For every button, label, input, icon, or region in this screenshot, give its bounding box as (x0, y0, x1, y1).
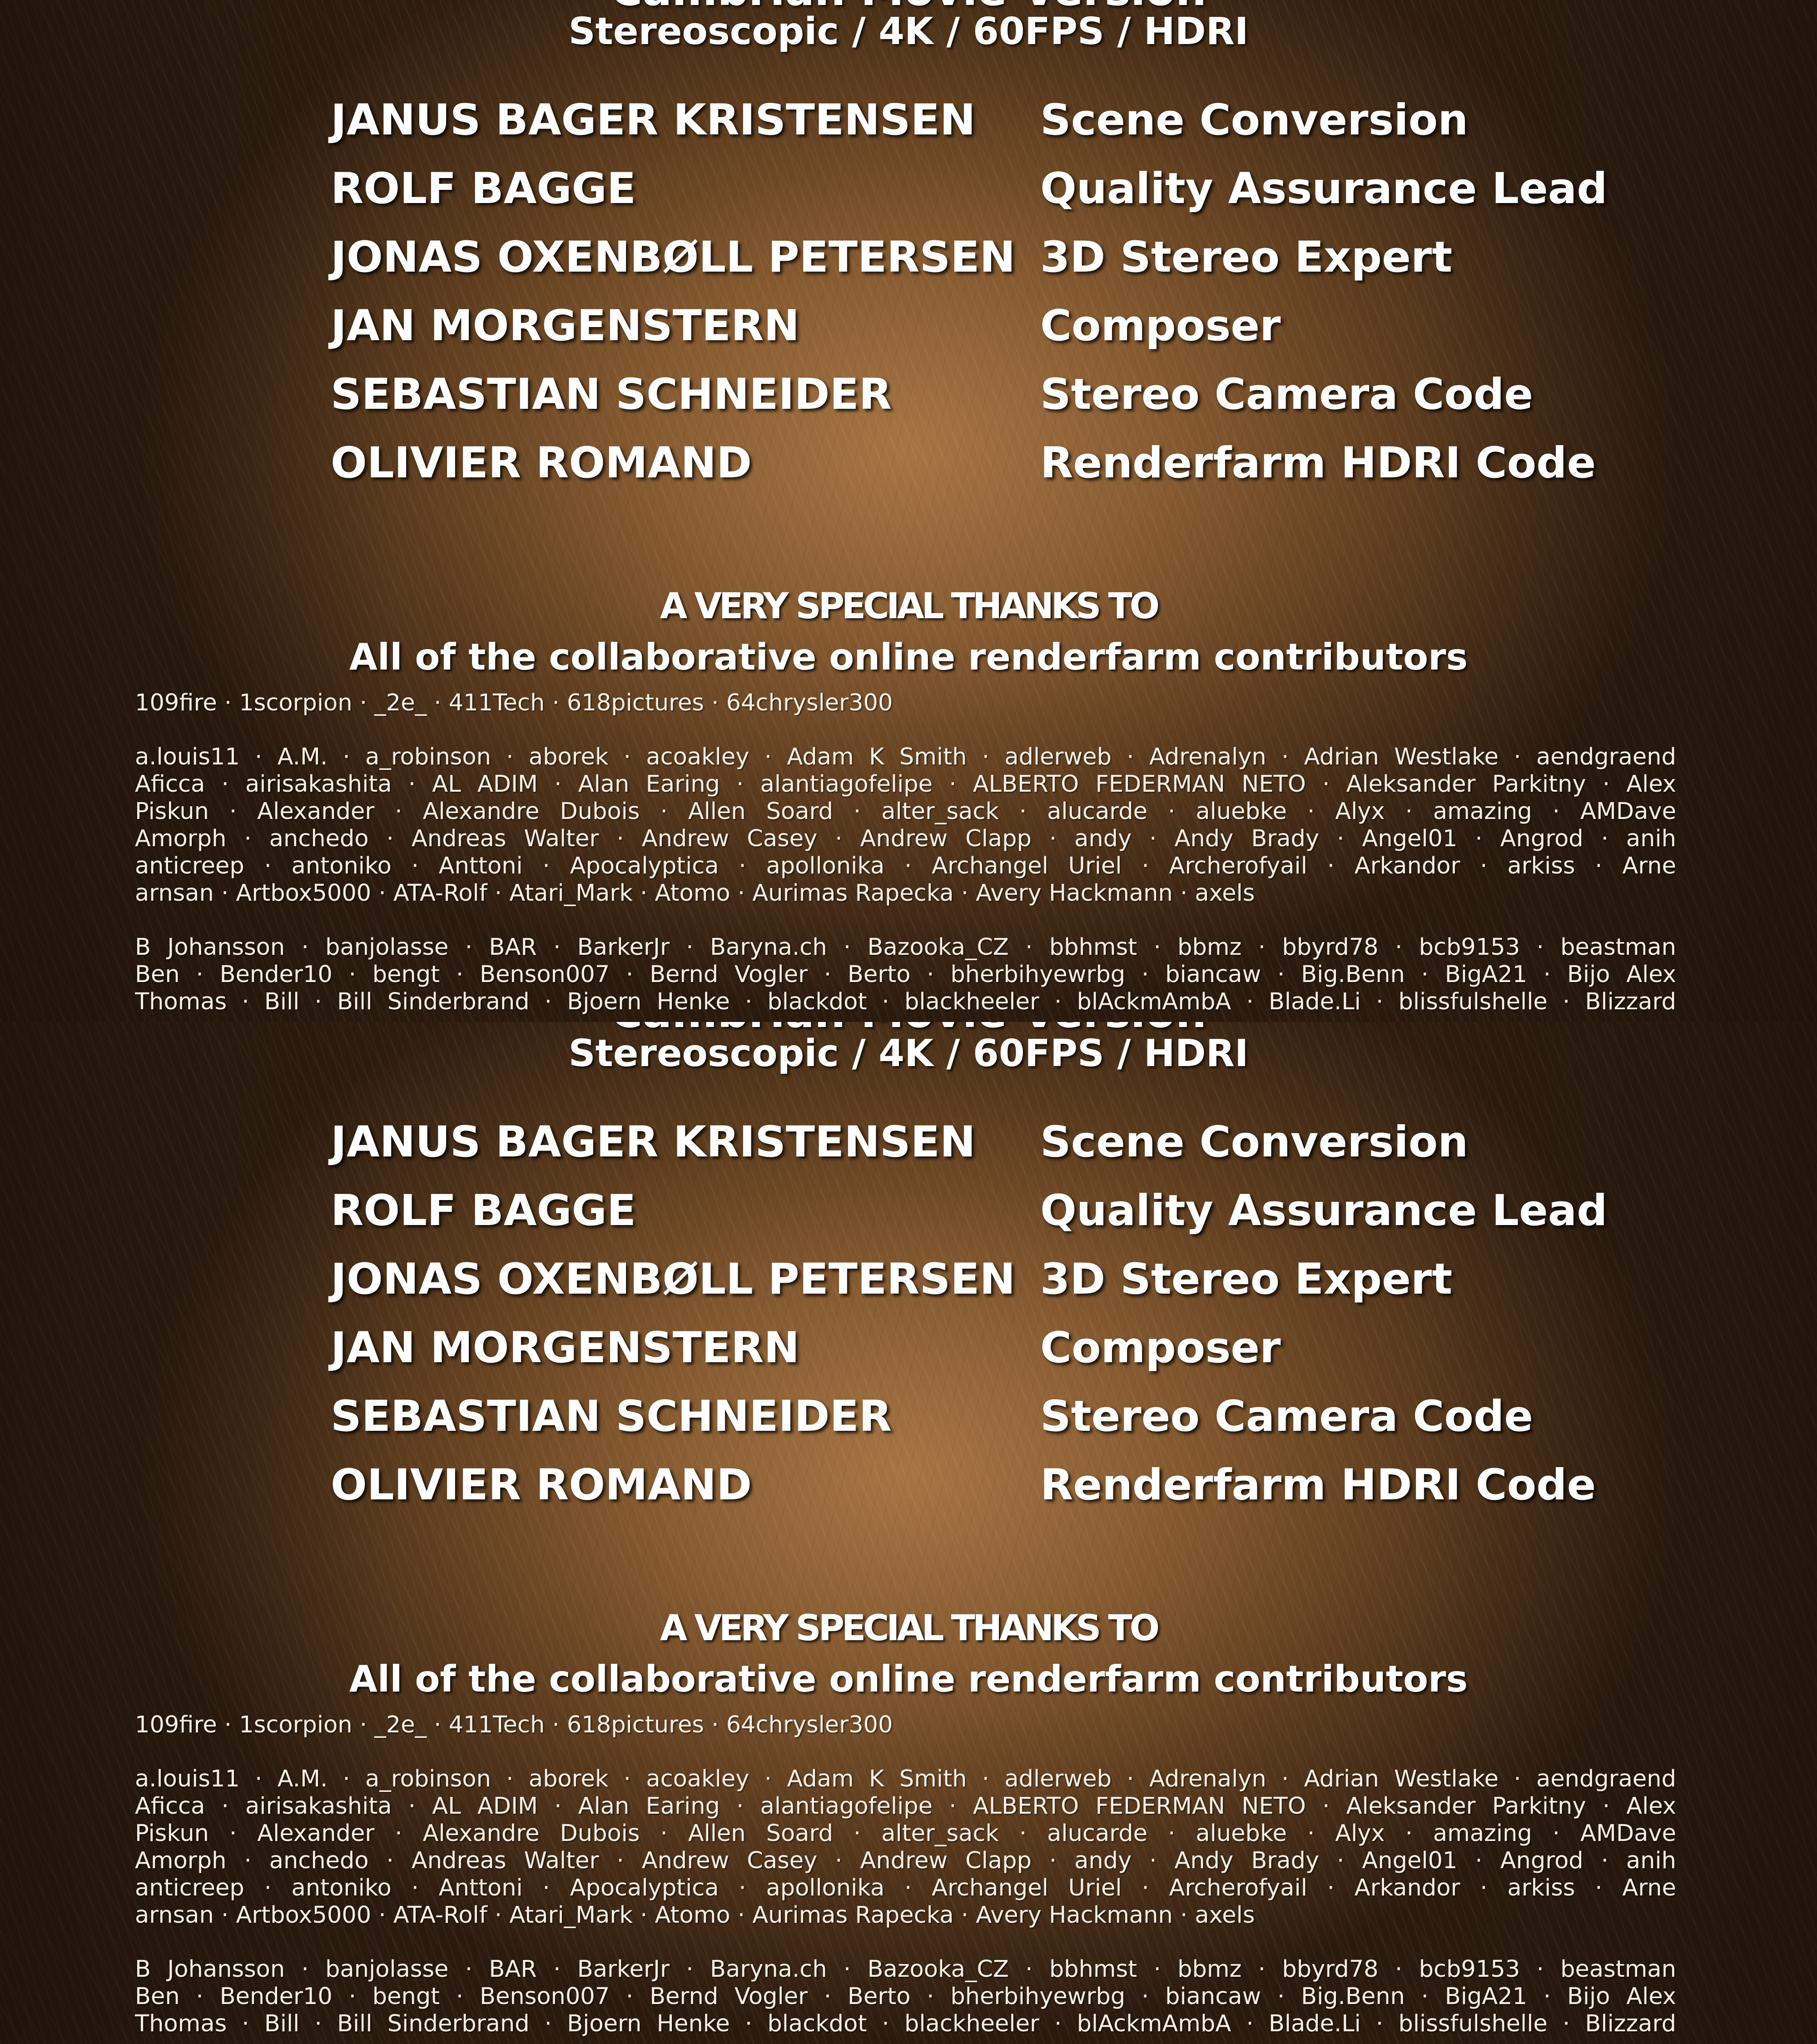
contributor-line: arnsan · Artbox5000 · ATA-Rolf · Atari_Mark · Atomo · Aurimas Rapecka · Avery Hackmann · axels (135, 880, 1676, 907)
contributor-line: Ben · Bender10 · bengt · Benson007 · Bernd Vogler · Berto · bherbihyewrbg · biancaw · Big.Benn · BigA21 · Bijo Alex (135, 1983, 1676, 2010)
contributor-line: Piskun · Alexander · Alexandre Dubois · Allen Soard · alter_sack · alucarde · aluebke · Alyx · amazing · AMDave (135, 1820, 1676, 1847)
crew-role: Composer (1040, 299, 1281, 353)
crew-name: OLIVIER ROMAND (331, 436, 752, 491)
contributor-line: a.louis11 · A.M. · a_robinson · aborek · acoakley · Adam K Smith · adlerweb · Adrenalyn · Adrian Westlake · aendgraend (135, 1766, 1676, 1793)
contributor-line: Piskun · Alexander · Alexandre Dubois · Allen Soard · alter_sack · alucarde · aluebke · Alyx · amazing · AMDave (135, 798, 1676, 825)
contributor-line: anticreep · antoniko · Anttoni · Apocalyptica · apollonika · Archangel Uriel · Archerofyail · Arkandor · arkiss · Arne (135, 853, 1676, 880)
contributor-line: a.louis11 · A.M. · a_robinson · aborek · acoakley · Adam K Smith · adlerweb · Adrenalyn · Adrian Westlake · aendgraend (135, 744, 1676, 771)
contributor-line: 109fire · 1scorpion · _2e_ · 411Tech · 618pictures · 64chrysler300 (135, 690, 1676, 717)
crew-name: ROLF BAGGE (331, 1184, 636, 1238)
crew-role: Scene Conversion (1040, 1115, 1468, 1170)
contributor-line: B Johansson · banjolasse · BAR · BarkerJr · Baryna.ch · Bazooka_CZ · bbhmst · bbmz · bbyrd78 · bcb9153 · beastman (135, 1956, 1676, 1983)
contributor-line: Amorph · anchedo · Andreas Walter · Andrew Casey · Andrew Clapp · andy · Andy Brady · Angel01 · Angrod · anih (135, 825, 1676, 853)
crew-name: OLIVIER ROMAND (331, 1458, 752, 1513)
special-thanks-heading: A VERY SPECIAL THANKS TO (0, 586, 1817, 627)
contributor-line: Ben · Bender10 · bengt · Benson007 · Bernd Vogler · Berto · bherbihyewrbg · biancaw · Big.Benn · BigA21 · Bijo Alex (135, 961, 1676, 988)
crew-name: SEBASTIAN SCHNEIDER (331, 367, 892, 422)
special-thanks-heading: A VERY SPECIAL THANKS TO (0, 1608, 1817, 1649)
contributor-line: arnsan · Artbox5000 · ATA-Rolf · Atari_Mark · Atomo · Aurimas Rapecka · Avery Hackmann · axels (135, 1902, 1676, 1929)
format-subtitle: Stereoscopic / 4K / 60FPS / HDRI (0, 1032, 1817, 1075)
crew-name: JONAS OXENBØLL PETERSEN (331, 230, 1015, 285)
crew-name: JAN MORGENSTERN (331, 1321, 799, 1375)
contributor-line: Aficca · airisakashita · AL ADIM · Alan Earing · alantiagofelipe · ALBERTO FEDERMAN NETO · Aleksander Parkitny · Alex (135, 1793, 1676, 1820)
crew-role: Renderfarm HDRI Code (1040, 436, 1596, 491)
crew-role: Composer (1040, 1321, 1281, 1375)
crew-role: 3D Stereo Expert (1040, 1252, 1452, 1307)
crew-name: ROLF BAGGE (331, 162, 636, 216)
crew-role: Renderfarm HDRI Code (1040, 1458, 1596, 1513)
contributor-line: 109fire · 1scorpion · _2e_ · 411Tech · 618pictures · 64chrysler300 (135, 1712, 1676, 1739)
contributor-line: Amorph · anchedo · Andreas Walter · Andrew Casey · Andrew Clapp · andy · Andy Brady · Angel01 · Angrod · anih (135, 1847, 1676, 1875)
crew-role: 3D Stereo Expert (1040, 230, 1452, 285)
crew-name: JANUS BAGER KRISTENSEN (331, 93, 976, 148)
contributor-line: Thomas · Bill · Bill Sinderbrand · Bjoern Henke · blackdot · blackheeler · blAckmAmbA · Blade.Li · blissfulshelle · Blizzard (135, 2010, 1676, 2038)
crew-name: JANUS BAGER KRISTENSEN (331, 1115, 976, 1170)
crew-role: Stereo Camera Code (1040, 1389, 1533, 1444)
crew-name: JAN MORGENSTERN (331, 299, 799, 353)
contributor-line: Thomas · Bill · Bill Sinderbrand · Bjoern Henke · blackdot · blackheeler · blAckmAmbA · Blade.Li · blissfulshelle · Blizzard (135, 988, 1676, 1016)
contributor-line: Aficca · airisakashita · AL ADIM · Alan Earing · alantiagofelipe · ALBERTO FEDERMAN NETO · Aleksander Parkitny · Alex (135, 771, 1676, 798)
crew-role: Stereo Camera Code (1040, 367, 1533, 422)
contributor-line: anticreep · antoniko · Anttoni · Apocalyptica · apollonika · Archangel Uriel · Archerofyail · Arkandor · arkiss · Arne (135, 1875, 1676, 1902)
crew-name: JONAS OXENBØLL PETERSEN (331, 1252, 1015, 1307)
crew-name: SEBASTIAN SCHNEIDER (331, 1389, 892, 1444)
crew-role: Scene Conversion (1040, 93, 1468, 148)
crew-role: Quality Assurance Lead (1040, 1184, 1607, 1238)
special-thanks-subheading: All of the collaborative online renderfarm contributors (0, 636, 1817, 678)
crew-role: Quality Assurance Lead (1040, 162, 1607, 216)
special-thanks-subheading: All of the collaborative online renderfarm contributors (0, 1658, 1817, 1700)
contributor-line: B Johansson · banjolasse · BAR · BarkerJr · Baryna.ch · Bazooka_CZ · bbhmst · bbmz · bbyrd78 · bcb9153 · beastman (135, 934, 1676, 961)
format-subtitle: Stereoscopic / 4K / 60FPS / HDRI (0, 10, 1817, 53)
